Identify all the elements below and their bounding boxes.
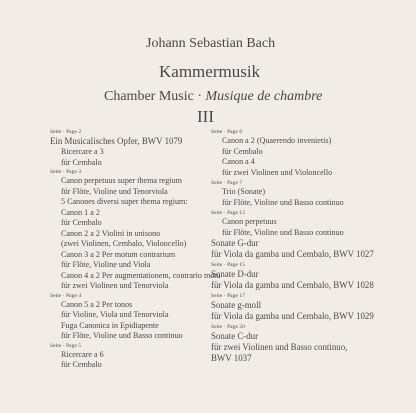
entry-instrumentation: (zwei Violinen, Cembalo, Violoncello) <box>61 239 187 248</box>
entry-title: Canon perpetuus super thema regium <box>61 176 182 185</box>
work-entry <box>211 300 416 322</box>
movement-entry <box>61 270 221 292</box>
page-reference: Seite · Page 7 <box>211 180 243 186</box>
entry-title: Canon 5 a 2 Per tonos <box>61 299 133 309</box>
entry-title: Fuga Canonica in Epidiapente <box>61 320 159 330</box>
contents-section <box>211 293 416 322</box>
entry-instrumentation: für zwei Violinen und Violoncello <box>222 167 333 177</box>
entry-instrumentation: für Viola da gamba und Cembalo, BWV 1028 <box>211 280 374 290</box>
volume-number: III <box>197 107 214 126</box>
work-entry <box>50 136 206 147</box>
entry-title: Canon 4 a 2 Per augmentationem, contrario motu <box>61 270 221 280</box>
entry-instrumentation: für Flöte, Violine und Viola <box>61 260 151 269</box>
entry-title: Trio (Sonate) <box>222 187 266 196</box>
movement-entry <box>222 217 416 238</box>
page-reference: Seite · Page 6 <box>211 129 243 135</box>
entry-title: Sonate D-dur <box>211 269 259 279</box>
contents-section <box>211 210 416 260</box>
entry-instrumentation: für zwei Violinen und Basso continuo, <box>211 342 348 352</box>
entry-instrumentation: für Flöte, Violine und Basso continuo <box>61 331 183 340</box>
page-reference: Seite · Page 15 <box>211 262 245 268</box>
entry-title: Ein Musicalisches Opfer, BWV 1079 <box>50 136 183 146</box>
page-reference: Seite · Page 5 <box>50 342 82 349</box>
collection-subtitle <box>104 89 322 105</box>
entry-title: Canon perpetuus <box>222 217 277 226</box>
contents-section <box>211 129 416 178</box>
entry-instrumentation: BWV 1037 <box>211 353 252 363</box>
movement-entry <box>61 208 206 229</box>
contents-right-column <box>211 129 416 364</box>
subtitle-french: Musique de chambre <box>205 89 323 104</box>
entry-instrumentation: für Flöte, Violine und Basso continuo <box>222 227 344 237</box>
movement-entry <box>61 229 206 250</box>
contents-section <box>50 169 221 292</box>
entry-instrumentation: für zwei Violinen und Tenorviola <box>61 281 169 290</box>
entry-title: Canon 3 a 2 Per motum contrarium <box>61 249 176 259</box>
entry-instrumentation: für Viola da gamba und Cembalo, BWV 1029 <box>211 311 374 321</box>
movement-entry <box>222 157 416 178</box>
page-reference: Seite · Page 17 <box>211 293 245 299</box>
entry-title: Ricercare a 3 <box>61 147 104 156</box>
entry-instrumentation: für Cembalo <box>61 360 102 369</box>
work-entry <box>211 238 416 260</box>
contents-section <box>211 180 416 208</box>
work-entry <box>211 269 416 291</box>
movement-entry <box>222 136 416 157</box>
page-reference: Seite · Page 4 <box>50 292 82 299</box>
movement-entry <box>61 176 206 208</box>
contents-section <box>50 129 206 168</box>
entry-title: Canon 2 a 2 Violini in unisono <box>61 228 161 238</box>
entry-title: Sonate C-dur <box>211 331 259 341</box>
movement-entry <box>61 300 206 321</box>
entry-instrumentation: für Cembalo <box>61 218 102 227</box>
entry-instrumentation: für Flöte, Violine und Basso continuo <box>222 197 344 207</box>
contents-section <box>211 324 416 364</box>
work-entry <box>211 331 416 364</box>
entry-instrumentation: für Violine, Viola und Tenorviola <box>61 310 169 319</box>
collection-title: Kammermusik <box>159 62 261 81</box>
composer-name: Johann Sebastian Bach <box>146 36 276 51</box>
contents-left-column <box>50 129 221 371</box>
subtitle-english: Chamber Music <box>104 89 194 104</box>
movement-entry <box>61 321 206 342</box>
entry-instrumentation: 5 Canones diversi super thema regium: <box>61 197 188 206</box>
page-reference: Seite · Page 3 <box>50 169 82 175</box>
page-reference: Seite · Page 2 <box>50 129 82 135</box>
entry-title: Ricercare a 6 <box>61 349 104 359</box>
movement-entry <box>61 250 206 271</box>
subtitle-separator: · <box>193 89 206 104</box>
contents-section <box>50 343 206 371</box>
contents-section <box>211 262 416 291</box>
entry-instrumentation: für Cembalo <box>61 157 102 167</box>
movement-entry <box>222 187 416 208</box>
page-reference: Seite · Page 12 <box>211 210 245 216</box>
contents-section <box>50 293 206 342</box>
entry-title: Canon 1 a 2 <box>61 207 100 217</box>
entry-title: Canon a 4 <box>222 157 255 166</box>
entry-instrumentation: für Cembalo <box>222 146 263 156</box>
entry-title: Sonate G-dur <box>211 238 259 248</box>
movement-entry <box>61 350 206 371</box>
entry-title: Sonate g-moll <box>211 300 262 310</box>
page-reference: Seite · Page 20 <box>211 324 245 330</box>
entry-instrumentation: für Flöte, Violine und Tenorviola <box>61 186 168 196</box>
entry-instrumentation: für Viola da gamba und Cembalo, BWV 1027 <box>211 249 374 259</box>
entry-title: Canon a 2 (Quaerendo invenietis) <box>222 136 332 145</box>
movement-entry <box>61 147 206 168</box>
